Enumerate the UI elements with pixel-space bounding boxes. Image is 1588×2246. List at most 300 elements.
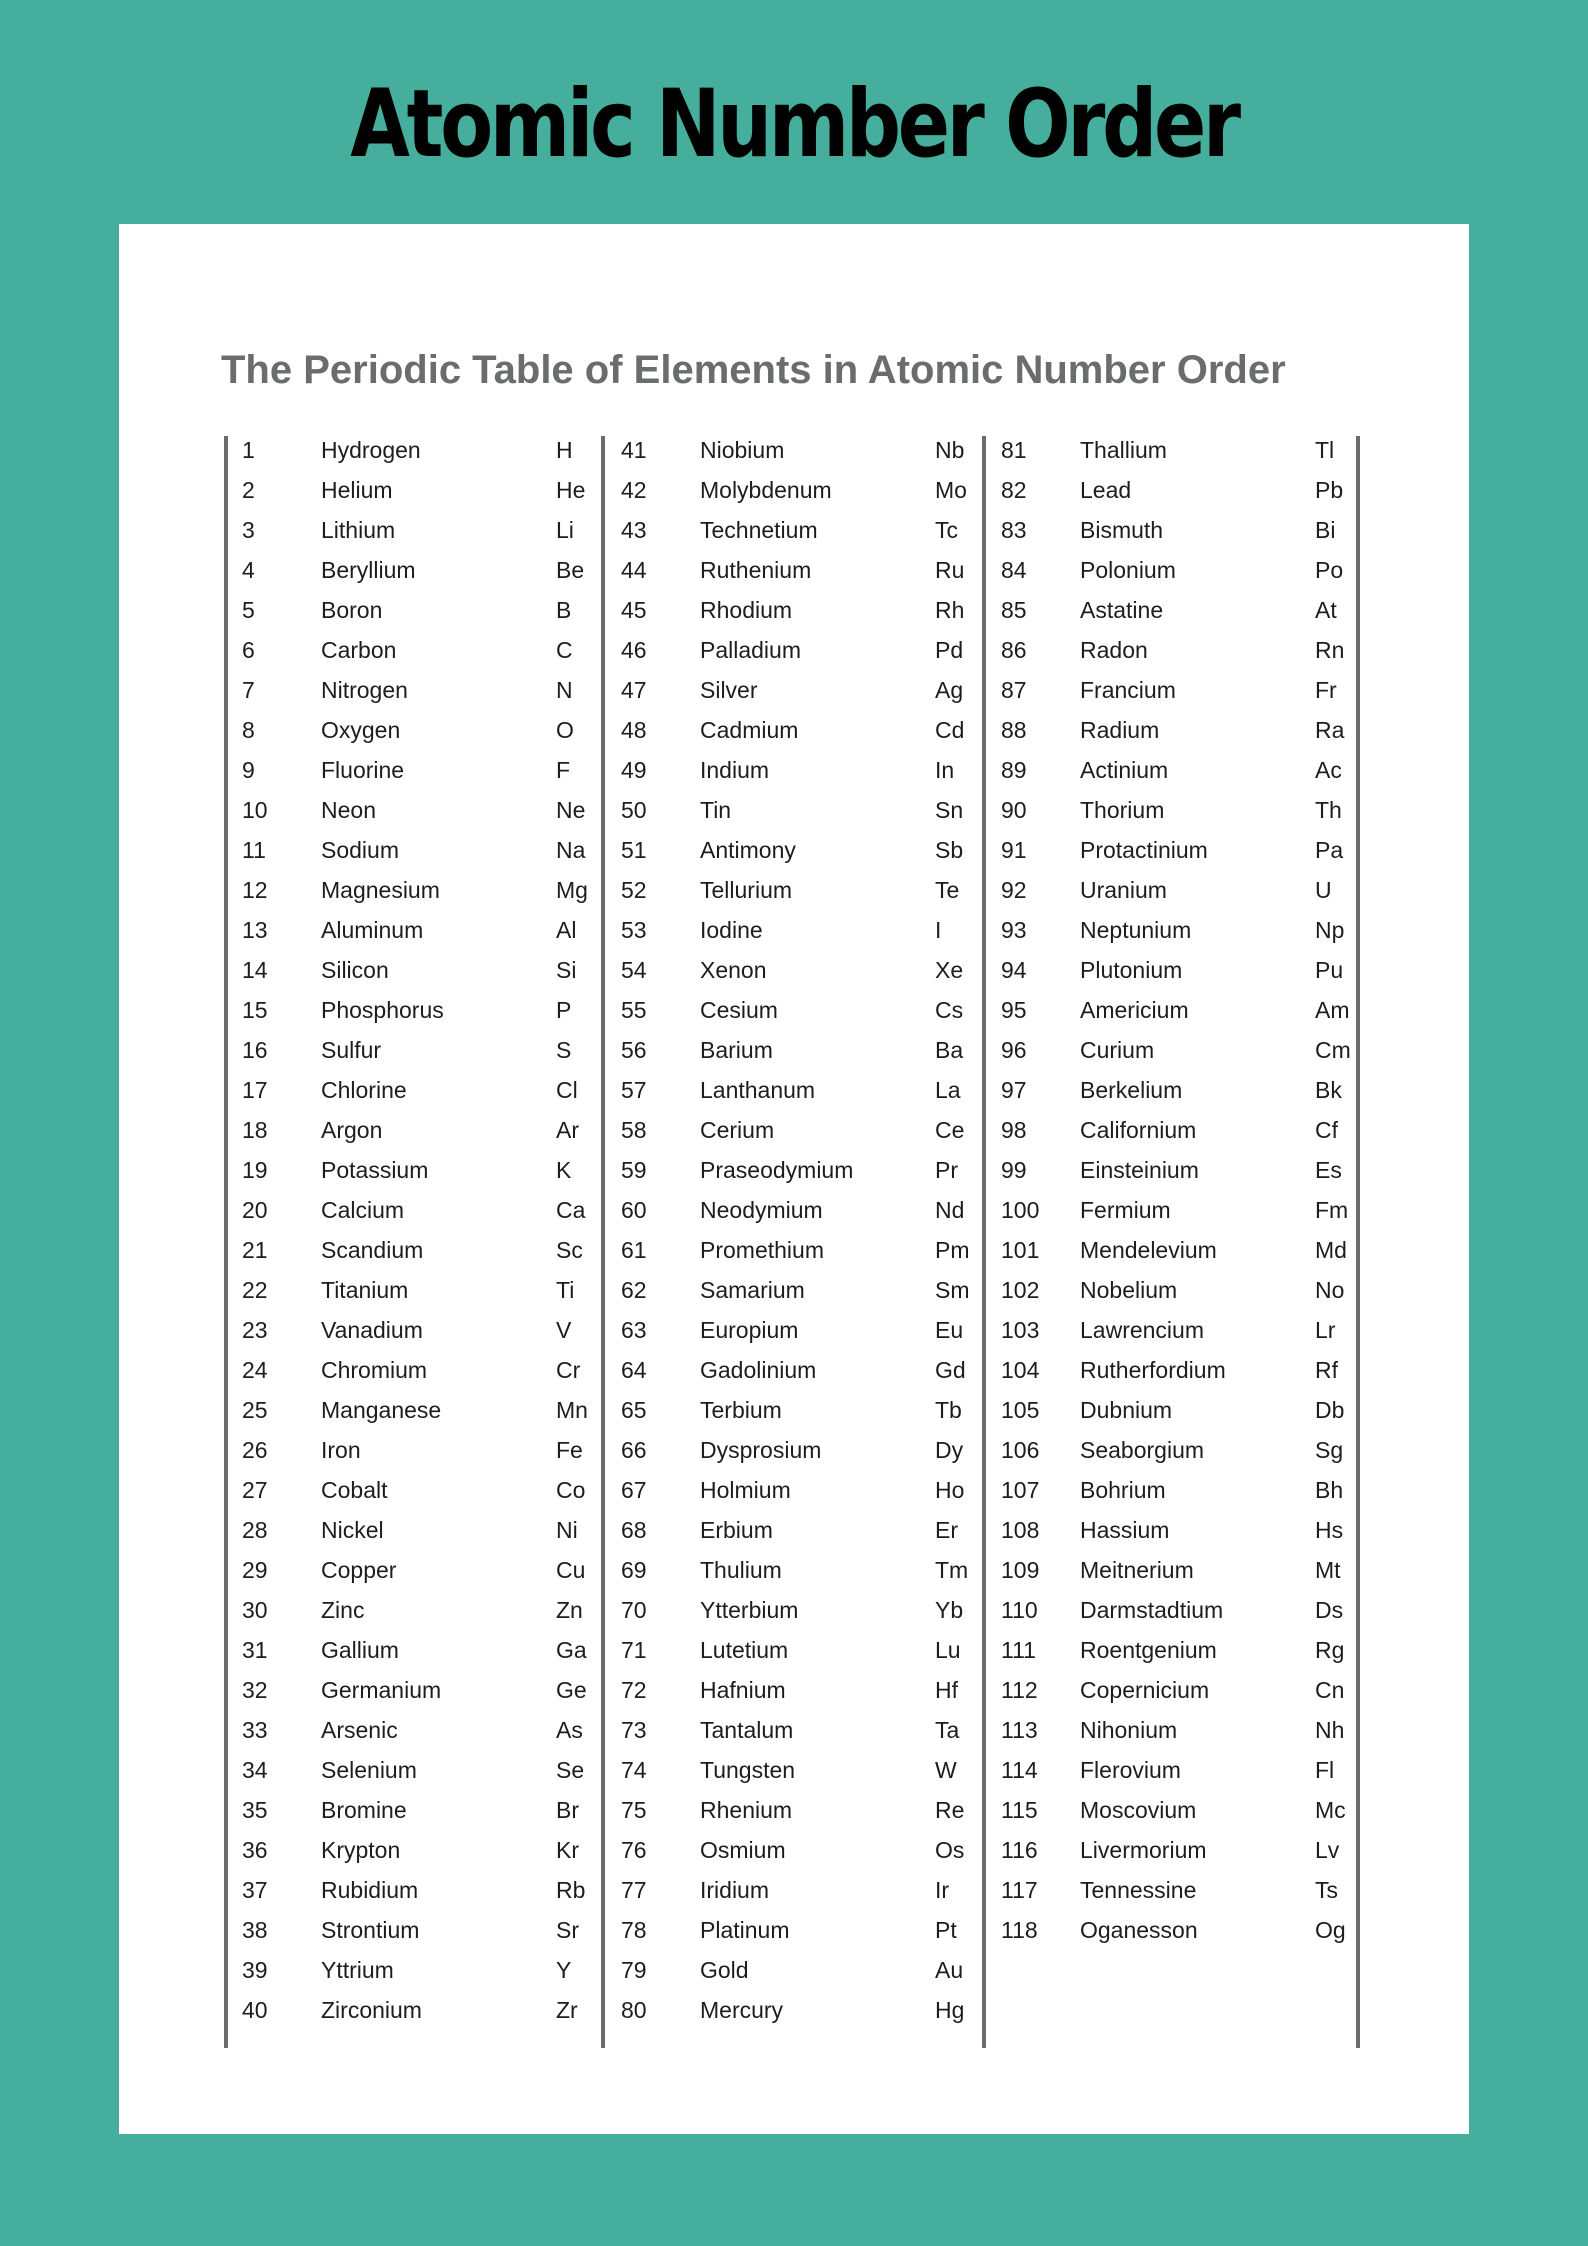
element-name: Actinium	[1080, 757, 1169, 783]
element-symbol: Mc	[1315, 1797, 1346, 1823]
element-symbol: Yb	[935, 1597, 964, 1623]
element-name: Germanium	[321, 1677, 442, 1703]
element-row	[1001, 990, 1361, 1030]
element-name: Krypton	[321, 1837, 401, 1863]
element-row	[621, 1750, 981, 1790]
element-symbol: No	[1315, 1277, 1345, 1303]
element-number: 6	[242, 637, 255, 663]
element-name: Technetium	[700, 517, 818, 543]
element-symbol: Sg	[1315, 1437, 1344, 1463]
element-row	[621, 710, 981, 750]
element-number: 92	[1001, 877, 1027, 903]
element-number: 84	[1001, 557, 1027, 583]
element-number: 90	[1001, 797, 1027, 823]
element-symbol: At	[1315, 597, 1337, 623]
element-number: 49	[621, 757, 647, 783]
element-symbol: Tm	[935, 1557, 969, 1583]
element-symbol: Hg	[935, 1997, 965, 2023]
element-number: 74	[621, 1757, 647, 1783]
element-symbol: Rg	[1315, 1637, 1345, 1663]
element-name: Polonium	[1080, 557, 1176, 583]
element-row	[1001, 1470, 1361, 1510]
element-name: Bismuth	[1080, 517, 1164, 543]
element-symbol: Co	[556, 1477, 586, 1503]
element-number: 44	[621, 557, 647, 583]
element-number: 5	[242, 597, 255, 623]
element-row	[1001, 550, 1361, 590]
element-symbol: F	[556, 757, 571, 783]
element-row	[1001, 1030, 1361, 1070]
element-number: 70	[621, 1597, 647, 1623]
element-name: Vanadium	[321, 1317, 423, 1343]
element-name: Silver	[700, 677, 758, 703]
element-row	[621, 1950, 981, 1990]
element-row	[242, 1470, 602, 1510]
element-row	[1001, 1110, 1361, 1150]
element-symbol: Lv	[1315, 1837, 1340, 1863]
element-symbol: Ga	[556, 1637, 587, 1663]
element-name: Lead	[1080, 477, 1132, 503]
element-number: 2	[242, 477, 255, 503]
element-name: Holmium	[700, 1477, 791, 1503]
element-symbol: Rn	[1315, 637, 1345, 663]
element-row	[1001, 510, 1361, 550]
element-symbol: O	[556, 717, 574, 743]
element-name: Sulfur	[321, 1037, 382, 1063]
element-row	[1001, 670, 1361, 710]
element-row	[621, 750, 981, 790]
element-number: 3	[242, 517, 255, 543]
element-symbol: Li	[556, 517, 574, 543]
element-symbol: Lu	[935, 1637, 961, 1663]
element-row	[621, 990, 981, 1030]
element-name: Astatine	[1080, 597, 1164, 623]
element-name: Radon	[1080, 637, 1148, 663]
element-row	[1001, 1350, 1361, 1390]
element-symbol: Na	[556, 837, 586, 863]
element-number: 93	[1001, 917, 1027, 943]
element-name: Sodium	[321, 837, 399, 863]
element-number: 116	[1001, 1837, 1038, 1863]
element-symbol: Fm	[1315, 1197, 1349, 1223]
element-name: Chlorine	[321, 1077, 407, 1103]
element-symbol: Fr	[1315, 677, 1337, 703]
element-number: 28	[242, 1517, 268, 1543]
element-symbol: P	[556, 997, 572, 1023]
element-row	[1001, 1070, 1361, 1110]
element-symbol: Sr	[556, 1917, 579, 1943]
element-number: 34	[242, 1757, 268, 1783]
element-symbol: Db	[1315, 1397, 1345, 1423]
element-number: 14	[242, 957, 268, 983]
element-symbol: La	[935, 1077, 961, 1103]
element-name: Nihonium	[1080, 1717, 1178, 1743]
element-number: 105	[1001, 1397, 1040, 1423]
element-row	[242, 1710, 602, 1750]
element-number: 75	[621, 1797, 647, 1823]
element-name: Tennessine	[1080, 1877, 1197, 1903]
element-name: Magnesium	[321, 877, 440, 903]
element-row	[621, 1430, 981, 1470]
element-symbol: Zn	[556, 1597, 583, 1623]
element-row	[242, 1430, 602, 1470]
element-symbol: Nb	[935, 437, 965, 463]
element-symbol: Cn	[1315, 1677, 1345, 1703]
element-symbol: U	[1315, 877, 1332, 903]
element-number: 118	[1001, 1917, 1038, 1943]
element-name: Mercury	[700, 1997, 784, 2023]
element-symbol: Ag	[935, 677, 964, 703]
element-name: Iridium	[700, 1877, 770, 1903]
page-title: Atomic Number Order	[350, 70, 1238, 179]
element-symbol: Sb	[935, 837, 964, 863]
element-name: Thorium	[1080, 797, 1165, 823]
element-number: 20	[242, 1197, 268, 1223]
element-symbol: Cs	[935, 997, 964, 1023]
element-number: 82	[1001, 477, 1027, 503]
element-row	[621, 1390, 981, 1430]
element-number: 67	[621, 1477, 647, 1503]
element-number: 89	[1001, 757, 1027, 783]
element-symbol: Be	[556, 557, 585, 583]
element-row	[621, 1830, 981, 1870]
element-symbol: Pd	[935, 637, 964, 663]
element-name: Iron	[321, 1437, 361, 1463]
element-name: Fermium	[1080, 1197, 1171, 1223]
element-number: 61	[621, 1237, 647, 1263]
element-row	[1001, 1870, 1361, 1910]
element-symbol: Ca	[556, 1197, 586, 1223]
element-row	[621, 1870, 981, 1910]
element-number: 88	[1001, 717, 1027, 743]
element-row	[621, 790, 981, 830]
element-symbol: Gd	[935, 1357, 966, 1383]
element-symbol: Br	[556, 1797, 579, 1823]
element-number: 110	[1001, 1597, 1038, 1623]
element-symbol: Fl	[1315, 1757, 1335, 1783]
element-row	[242, 870, 602, 910]
element-row	[621, 510, 981, 550]
element-row	[621, 630, 981, 670]
element-name: Selenium	[321, 1757, 417, 1783]
element-number: 65	[621, 1397, 647, 1423]
element-row	[242, 1670, 602, 1710]
element-name: Berkelium	[1080, 1077, 1183, 1103]
element-symbol: Tb	[935, 1397, 962, 1423]
element-number: 50	[621, 797, 647, 823]
element-symbol: Si	[556, 957, 577, 983]
element-name: Uranium	[1080, 877, 1167, 903]
element-symbol: I	[935, 917, 942, 943]
element-name: Rhenium	[700, 1797, 793, 1823]
element-row	[1001, 1710, 1361, 1750]
element-symbol: Ar	[556, 1117, 579, 1143]
element-symbol: Y	[556, 1957, 572, 1983]
element-symbol: Ra	[1315, 717, 1345, 743]
element-symbol: Au	[935, 1957, 964, 1983]
element-row	[1001, 870, 1361, 910]
element-row	[621, 830, 981, 870]
element-name: Hafnium	[700, 1677, 786, 1703]
element-name: Tungsten	[700, 1757, 796, 1783]
element-number: 103	[1001, 1317, 1040, 1343]
element-row	[1001, 830, 1361, 870]
element-symbol: B	[556, 597, 572, 623]
element-symbol: Tc	[935, 517, 958, 543]
element-name: Tellurium	[700, 877, 793, 903]
element-row	[621, 1070, 981, 1110]
element-name: Bohrium	[1080, 1477, 1166, 1503]
element-row	[621, 430, 981, 470]
element-column-3	[1001, 430, 1361, 1950]
element-number: 59	[621, 1157, 647, 1183]
element-number: 18	[242, 1117, 268, 1143]
element-name: Rutherfordium	[1080, 1357, 1226, 1383]
element-symbol: S	[556, 1037, 572, 1063]
element-name: Nitrogen	[321, 677, 408, 703]
element-symbol: Am	[1315, 997, 1350, 1023]
element-row	[1001, 590, 1361, 630]
element-row	[242, 830, 602, 870]
element-name: Dubnium	[1080, 1397, 1173, 1423]
element-name: Hydrogen	[321, 437, 421, 463]
element-symbol: C	[556, 637, 573, 663]
element-row	[242, 590, 602, 630]
element-row	[1001, 1150, 1361, 1190]
element-number: 108	[1001, 1517, 1040, 1543]
element-symbol: Xe	[935, 957, 964, 983]
element-name: Protactinium	[1080, 837, 1208, 863]
element-name: Lawrencium	[1080, 1317, 1204, 1343]
element-row	[1001, 1670, 1361, 1710]
element-row	[242, 430, 602, 470]
element-name: Nobelium	[1080, 1277, 1178, 1303]
element-row	[1001, 1270, 1361, 1310]
element-row	[242, 1750, 602, 1790]
element-number: 19	[242, 1157, 268, 1183]
element-symbol: Bh	[1315, 1477, 1344, 1503]
element-name: Cobalt	[321, 1477, 388, 1503]
element-name: Cesium	[700, 997, 778, 1023]
element-row	[621, 1670, 981, 1710]
element-row	[242, 1110, 602, 1150]
element-row	[1001, 750, 1361, 790]
element-number: 117	[1001, 1877, 1038, 1903]
column-divider	[224, 436, 228, 2048]
element-number: 15	[242, 997, 268, 1023]
element-row	[1001, 790, 1361, 830]
element-name: Livermorium	[1080, 1837, 1207, 1863]
element-name: Molybdenum	[700, 477, 832, 503]
element-row	[621, 1150, 981, 1190]
element-number: 115	[1001, 1797, 1038, 1823]
element-name: Carbon	[321, 637, 397, 663]
element-row	[242, 750, 602, 790]
element-name: Fluorine	[321, 757, 405, 783]
element-symbol: Hf	[935, 1677, 958, 1703]
element-number: 56	[621, 1037, 647, 1063]
element-name: Antimony	[700, 837, 796, 863]
element-row	[1001, 1510, 1361, 1550]
element-name: Lanthanum	[700, 1077, 816, 1103]
element-row	[242, 1190, 602, 1230]
element-number: 41	[621, 437, 647, 463]
element-row	[621, 1710, 981, 1750]
element-row	[242, 1990, 602, 2030]
element-number: 76	[621, 1837, 647, 1863]
element-symbol: Ts	[1315, 1877, 1338, 1903]
element-row	[621, 1310, 981, 1350]
element-symbol: Tl	[1315, 437, 1335, 463]
element-number: 54	[621, 957, 647, 983]
element-row	[242, 1310, 602, 1350]
element-number: 69	[621, 1557, 647, 1583]
element-name: Beryllium	[321, 557, 416, 583]
element-row	[621, 870, 981, 910]
element-row	[242, 1910, 602, 1950]
element-symbol: Ge	[556, 1677, 587, 1703]
element-row	[621, 1510, 981, 1550]
element-row	[1001, 470, 1361, 510]
element-symbol: Al	[556, 917, 577, 943]
element-name: Meitnerium	[1080, 1557, 1194, 1583]
element-number: 102	[1001, 1277, 1040, 1303]
element-name: Indium	[700, 757, 770, 783]
element-name: Einsteinium	[1080, 1157, 1199, 1183]
element-row	[1001, 1910, 1361, 1950]
element-number: 4	[242, 557, 255, 583]
element-row	[1001, 710, 1361, 750]
element-name: Francium	[1080, 677, 1176, 703]
element-number: 36	[242, 1837, 268, 1863]
element-number: 46	[621, 637, 647, 663]
element-row	[242, 910, 602, 950]
element-name: Praseodymium	[700, 1157, 854, 1183]
element-name: Lithium	[321, 517, 396, 543]
element-row	[242, 790, 602, 830]
element-row	[242, 1870, 602, 1910]
element-symbol: Cu	[556, 1557, 586, 1583]
element-number: 81	[1001, 437, 1027, 463]
element-row	[621, 1990, 981, 2030]
element-row	[621, 1910, 981, 1950]
element-row	[242, 1630, 602, 1670]
element-row	[242, 630, 602, 670]
element-symbol: Mo	[935, 477, 967, 503]
element-number: 86	[1001, 637, 1027, 663]
element-name: Palladium	[700, 637, 801, 663]
element-number: 111	[1001, 1637, 1036, 1663]
element-row	[1001, 1630, 1361, 1670]
element-symbol: Nh	[1315, 1717, 1345, 1743]
element-name: Zinc	[321, 1597, 365, 1623]
element-number: 66	[621, 1437, 647, 1463]
element-number: 106	[1001, 1437, 1040, 1463]
element-row	[621, 1630, 981, 1670]
column-divider	[982, 436, 986, 2048]
element-number: 16	[242, 1037, 268, 1063]
element-row	[242, 1590, 602, 1630]
element-symbol: Ta	[935, 1717, 960, 1743]
element-symbol: Th	[1315, 797, 1342, 823]
element-symbol: Ds	[1315, 1597, 1344, 1623]
element-name: Rhodium	[700, 597, 793, 623]
element-symbol: Pu	[1315, 957, 1344, 983]
element-symbol: In	[935, 757, 955, 783]
element-number: 47	[621, 677, 647, 703]
element-symbol: Sm	[935, 1277, 970, 1303]
element-row	[1001, 1590, 1361, 1630]
element-number: 107	[1001, 1477, 1040, 1503]
element-symbol: Ti	[556, 1277, 575, 1303]
element-symbol: Po	[1315, 557, 1344, 583]
element-symbol: Zr	[556, 1997, 578, 2023]
element-symbol: Eu	[935, 1317, 964, 1343]
element-name: Americium	[1080, 997, 1189, 1023]
element-symbol: Np	[1315, 917, 1345, 943]
element-name: Rubidium	[321, 1877, 419, 1903]
element-row	[1001, 630, 1361, 670]
element-row	[1001, 1430, 1361, 1470]
element-name: Hassium	[1080, 1517, 1170, 1543]
element-name: Nickel	[321, 1517, 384, 1543]
element-number: 96	[1001, 1037, 1027, 1063]
element-name: Aluminum	[321, 917, 424, 943]
element-symbol: K	[556, 1157, 572, 1183]
element-name: Samarium	[700, 1277, 805, 1303]
element-row	[621, 1230, 981, 1270]
element-row	[242, 1790, 602, 1830]
element-number: 39	[242, 1957, 268, 1983]
element-row	[621, 1550, 981, 1590]
element-name: Cerium	[700, 1117, 775, 1143]
element-symbol: Nd	[935, 1197, 965, 1223]
element-number: 42	[621, 477, 647, 503]
element-name: Oganesson	[1080, 1917, 1198, 1943]
element-name: Yttrium	[321, 1957, 394, 1983]
element-row	[621, 1190, 981, 1230]
element-number: 32	[242, 1677, 268, 1703]
element-name: Oxygen	[321, 717, 401, 743]
element-name: Lutetium	[700, 1637, 789, 1663]
element-number: 55	[621, 997, 647, 1023]
element-number: 63	[621, 1317, 647, 1343]
element-name: Gadolinium	[700, 1357, 817, 1383]
element-symbol: V	[556, 1317, 572, 1343]
element-name: Argon	[321, 1117, 383, 1143]
element-name: Barium	[700, 1037, 773, 1063]
element-number: 99	[1001, 1157, 1027, 1183]
element-symbol: Re	[935, 1797, 965, 1823]
element-name: Scandium	[321, 1237, 424, 1263]
element-row	[1001, 1310, 1361, 1350]
element-row	[1001, 1190, 1361, 1230]
element-number: 38	[242, 1917, 268, 1943]
element-column-1	[242, 430, 602, 2030]
element-row	[621, 1790, 981, 1830]
element-name: Seaborgium	[1080, 1437, 1205, 1463]
element-number: 64	[621, 1357, 647, 1383]
element-row	[242, 1270, 602, 1310]
element-name: Darmstadtium	[1080, 1597, 1224, 1623]
element-row	[1001, 1750, 1361, 1790]
element-number: 62	[621, 1277, 647, 1303]
element-number: 78	[621, 1917, 647, 1943]
element-name: Flerovium	[1080, 1757, 1181, 1783]
element-row	[621, 1350, 981, 1390]
element-row	[1001, 1230, 1361, 1270]
element-name: Ytterbium	[700, 1597, 799, 1623]
